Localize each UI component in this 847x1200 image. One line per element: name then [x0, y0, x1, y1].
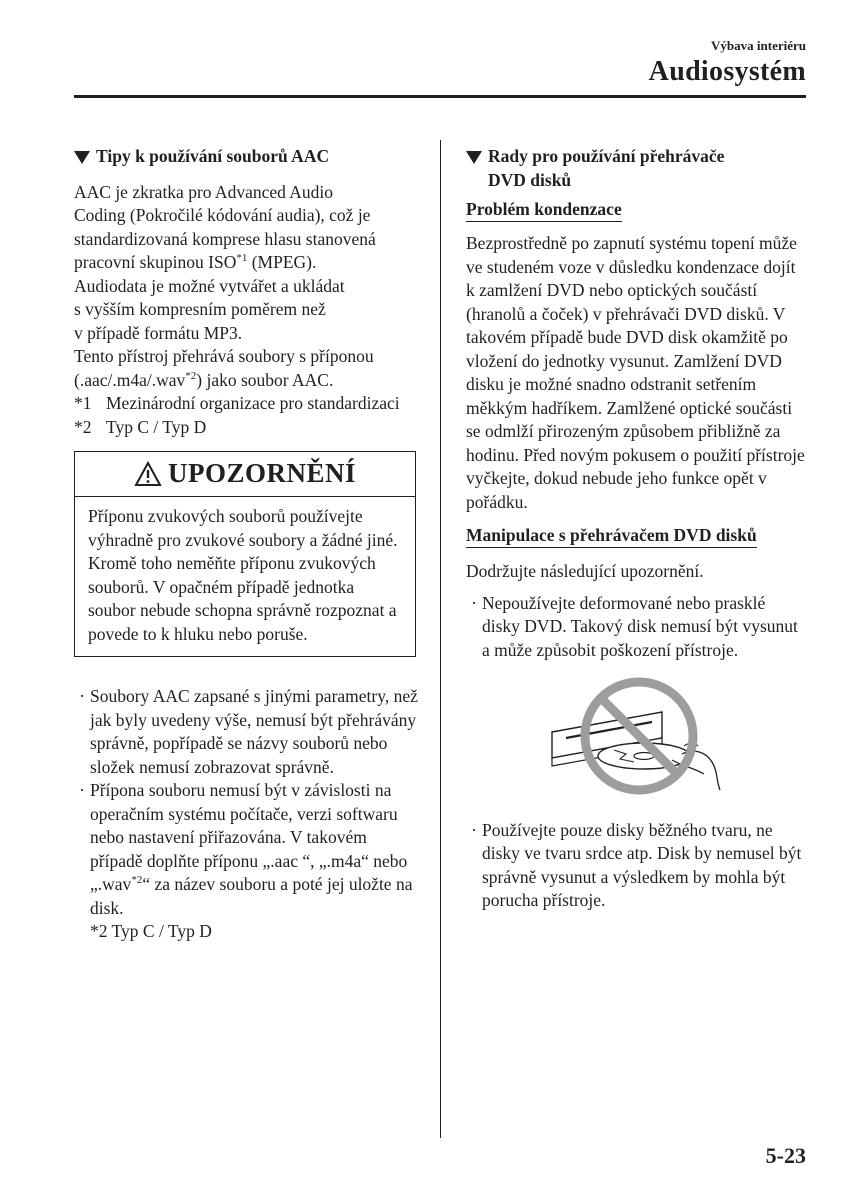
column-divider: [440, 140, 441, 1138]
aac-paragraph-2: Audiodata je možné vytvářet a ukládat s vyšším kompresním poměrem než v případě formátu MP3.: [74, 275, 345, 343]
triangle-down-icon: [74, 151, 90, 164]
condensation-subheading: Problém kondenzace: [466, 199, 622, 222]
footnote-2: *2 Typ C / Typ D: [74, 416, 207, 437]
list-item: · Soubory AAC zapsané s jinými parametry, než jak byly uvedeny výše, nemusí být přehrávány správně, popřípadě se názvy souborů nebo složek nemusí zobrazovat správně.: [79, 686, 418, 777]
header-rule: [74, 95, 806, 98]
handling-intro: Dodržujte následující upozornění.: [466, 561, 704, 581]
footnote-1: *1 Mezinárodní organizace pro standardizaci: [74, 393, 400, 413]
list-item: · Používejte pouze disky běžného tvaru, ne disky ve tvaru srdce atp. Disk by nemusel být správně vysunut a výsledkem by mohla být porucha přístroje.: [471, 819, 802, 910]
aac-intro: AAC je zkratka pro Advanced Audio Coding (Pokročilé kódování audia), což je standardizovaná komprese hlasu stanovená pracovní skupinou ISO$^{*1}$ (MPEG).: [74, 181, 376, 272]
right-column: [466, 145, 806, 913]
warning-icon: [134, 461, 162, 487]
aac-heading: Tipy k používání souborů AAC: [74, 145, 418, 169]
triangle-down-icon: [466, 151, 482, 164]
condensation-text: Bezprostředně po zapnutí systému topení může ve studeném voze v důsledku kondenzace dojít k zamlžení DVD nebo optických součástí (hranolů a čoček) v přehrávači DVD disků. V takovém případě bude DVD disk okamžitě po vložení do jednotky vysunut. Zamlžení DVD disku je možné snadno odstranit setřením měkkým hadříkem. Zamlžené optické součásti se odmlží přirozeným způsobem přibližně za hodinu. Před novým pokusem o použití přístroje vyčkejte, dokud nebude jeho funkce opět v pořádku.: [466, 233, 805, 512]
caution-box: [74, 451, 416, 657]
caution-text: Příponu zvukových souborů používejte výhradně pro zvukové soubory a žádné jiné. Kromě toho neměňte příponu zvukových souborů. V opačném případě jednotka soubor nebude schopna správně rozpoznat a povede to k hluku nebo poruše.: [88, 506, 398, 644]
page-number: 5-23: [765, 1143, 806, 1168]
left-column: [74, 145, 418, 944]
caution-header: UPOZORNĚNÍ: [75, 452, 415, 497]
header-section: Výbava interiéru: [711, 38, 806, 53]
aac-paragraph-3: Tento přístroj přehrává soubory s příponou (.aac/.m4a/.wav$^{*2}$) jako soubor AAC.: [74, 346, 374, 390]
list-item: · Nepoužívejte deformované nebo prasklé disky DVD. Takový disk nemusí být vysunut a může způsobit poškození přístroje.: [471, 592, 798, 660]
dvd-heading: Rady pro používání přehrávače DVD disků: [466, 145, 806, 192]
list-item: · Přípona souboru nemusí být v závislosti na operačním systému počítače, verzi softwaru nebo nastavení přiřazována. V takovém případě doplňte příponu „.aac “, „.m4a“ nebo „.wav$^{*2}$“ za název souboru a poté jej uložte na disk. *2 Typ C / Typ D: [79, 780, 413, 941]
no-cracked-disc-illustration: [544, 676, 734, 798]
page-title: Audiosystém: [648, 56, 806, 87]
handling-subheading: Manipulace s přehrávačem DVD disků: [466, 525, 757, 548]
